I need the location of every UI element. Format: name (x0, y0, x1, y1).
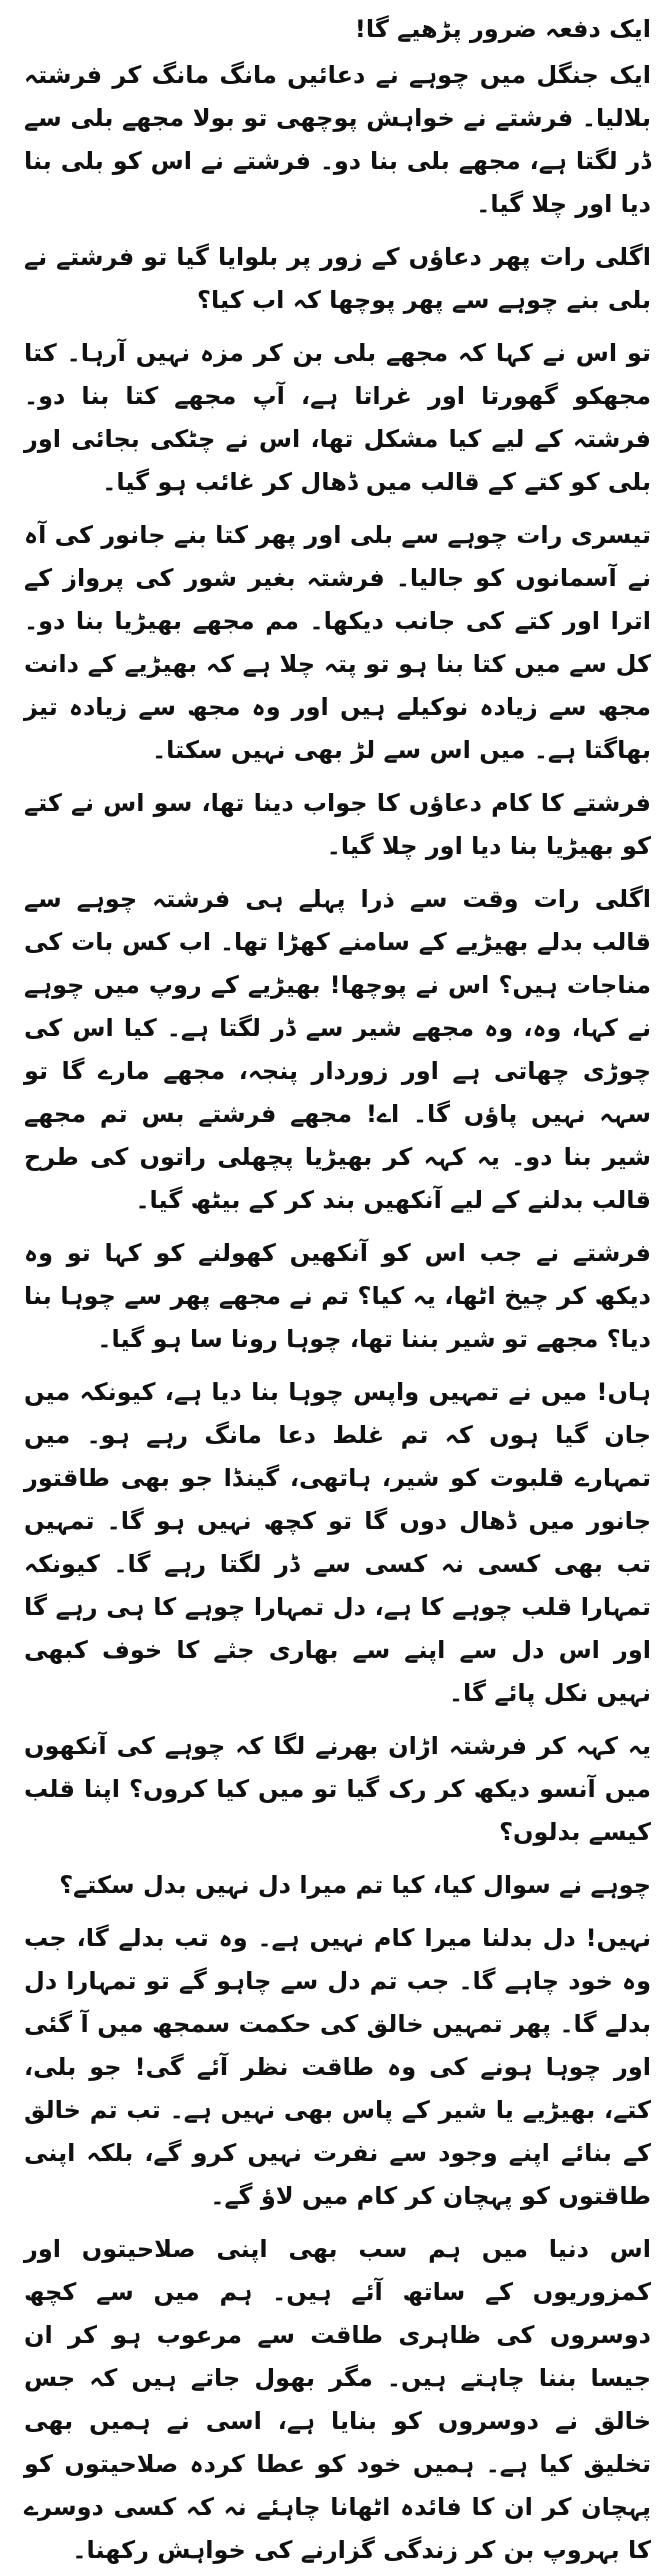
article-paragraph: ایک جنگل میں چوہے نے دعائیں مانگ مانگ کر فرشتہ بلالیا۔ فرشتے نے خواہش پوچھی تو بولا مجھے بلی سے ڈر لگتا ہے، مجھے بلی بنا دو۔ فرشتے نے اس کو بلی بنا دیا اور چلا گیا۔ (24, 61, 651, 218)
article-paragraph: فرشتے نے جب اس کو آنکھیں کھولنے کو کہا تو وہ دیکھ کر چیخ اٹھا، یہ کیا؟ تم نے مجھے پھر سے چوہا بنا دیا؟ مجھے تو شیر بننا تھا، چوہا رونا سا ہو گیا۔ (24, 1239, 651, 1353)
article-title: ایک دفعہ ضرور پڑھیے گا! (354, 15, 651, 43)
article-paragraph: اگلی رات پھر دعاؤں کے زور پر بلوایا گیا تو فرشتے نے بلی بنے چوہے سے پھر پوچھا کہ اب کیا؟ (24, 243, 651, 314)
article-paragraph: اگلی رات وقت سے ذرا پہلے ہی فرشتہ چوہے سے قالب بدلے بھیڑیے کے سامنے کھڑا تھا۔ اب کس بات کی مناجات ہیں؟ اس نے پوچھا! بھیڑیے کے روپ میں چوہے نے کہا، وہ، وہ مجھے شیر سے ڈر لگتا ہے۔ کیا اس کی چوڑی چھاتی ہے اور زوردار پنجہ، مجھے مارے گا تو سہہ نہیں پاؤں گا۔ اے! مجھے فرشتے بس تم مجھے شیر بنا دو۔ یہ کہہ کر بھیڑیا پچھلی راتوں کی طرح قالب بدلنے کے لیے آنکھیں بند کر کے بیٹھ گیا۔ (24, 885, 651, 1214)
article-paragraph: تو اس نے کہا کہ مجھے بلی بن کر مزہ نہیں آرہا۔ کتا مجھکو گھورتا اور غراتا ہے، آپ مجھے کتا بنا دو۔ فرشتہ کے لیے کیا مشکل تھا، اس نے چٹکی بجائی اور بلی کو کتے کے قالب میں ڈھال کر غائب ہو گیا۔ (24, 339, 651, 496)
article-paragraph: نہیں! دل بدلنا میرا کام نہیں ہے۔ وہ تب بدلے گا، جب وہ خود چاہے گا۔ جب تم دل سے چاہو گے تو تمہارا دل بدلے گا۔ پھر تمہیں خالق کی حکمت سمجھ میں آ گئی اور چوہا ہونے کی وہ طاقت نظر آئے گی! جو بلی، کتے، بھیڑیے یا شیر کے پاس بھی نہیں ہے۔ تب تم خالق کے بنائے اپنے وجود سے نفرت نہیں کرو گے، بلکہ اپنی طاقتوں کو پہچان کر کام میں لاؤ گے۔ (24, 1924, 651, 2210)
article-paragraph: فرشتے کا کام دعاؤں کا جواب دینا تھا، سو اس نے کتے کو بھیڑیا بنا دیا اور چلا گیا۔ (24, 789, 651, 860)
article-paragraph: چوہے نے سوال کیا، کیا تم میرا دل نہیں بدل سکتے؟ (59, 1871, 651, 1899)
article-paragraph: ہاں! میں نے تمہیں واپس چوہا بنا دیا ہے، کیونکہ میں جان گیا ہوں کہ تم غلط دعا مانگ رہے ہو۔ میں تمہارے قلبوت کو شیر، ہاتھی، گینڈا جو بھی طاقتور جانور میں ڈھال دوں گا تو کچھ نہیں ہو گا۔ تمہیں تب بھی کسی نہ کسی سے ڈر لگتا رہے گا۔ کیونکہ تمہارا قلب چوہے کا ہے، دل تمہارا چوہے کا ہی رہے گا اور اس دل سے اپنے سے بھاری جثے کا خوف کبھی نہیں نکل پائے گا۔ (24, 1378, 651, 1707)
article-paragraph: تیسری رات چوہے سے بلی اور پھر کتا بنے جانور کی آہ نے آسمانوں کو جالیا۔ فرشتہ بغیر شور کی پرواز کے اترا اور کتے کی جانب دیکھا۔ مم مجھے بھیڑیا بنا دو۔ کل سے میں کتا بنا ہو تو پتہ چلا ہے کہ بھیڑیے کے دانت مجھ سے زیادہ نوکیلے ہیں اور وہ مجھ سے زیادہ تیز بھاگتا ہے۔ میں اس سے لڑ بھی نہیں سکتا۔ (24, 521, 651, 764)
article-paragraph: اس دنیا میں ہم سب بھی اپنی صلاحیتوں اور کمزوریوں کے ساتھ آئے ہیں۔ ہم میں سے کچھ دوسروں کی ظاہری طاقت سے مرعوب ہو کر ان جیسا بننا چاہتے ہیں۔ مگر بھول جاتے ہیں کہ جس خالق نے دوسروں کو بنایا ہے، اسی نے ہمیں بھی تخلیق کیا ہے۔ ہمیں خود کو عطا کردہ صلاحیتوں کو پہچان کر ان کا فائدہ اٹھانا چاہئے نہ کہ کسی دوسرے کا بہروپ بن کر زندگی گزارنے کی خواہش رکھنا۔ (24, 2235, 651, 2564)
article-paragraph: یہ کہہ کر فرشتہ اڑان بھرنے لگا کہ چوہے کی آنکھوں میں آنسو دیکھ کر رک گیا تو میں کیا کروں؟ اپنا قلب کیسے بدلوں؟ (24, 1732, 651, 1846)
